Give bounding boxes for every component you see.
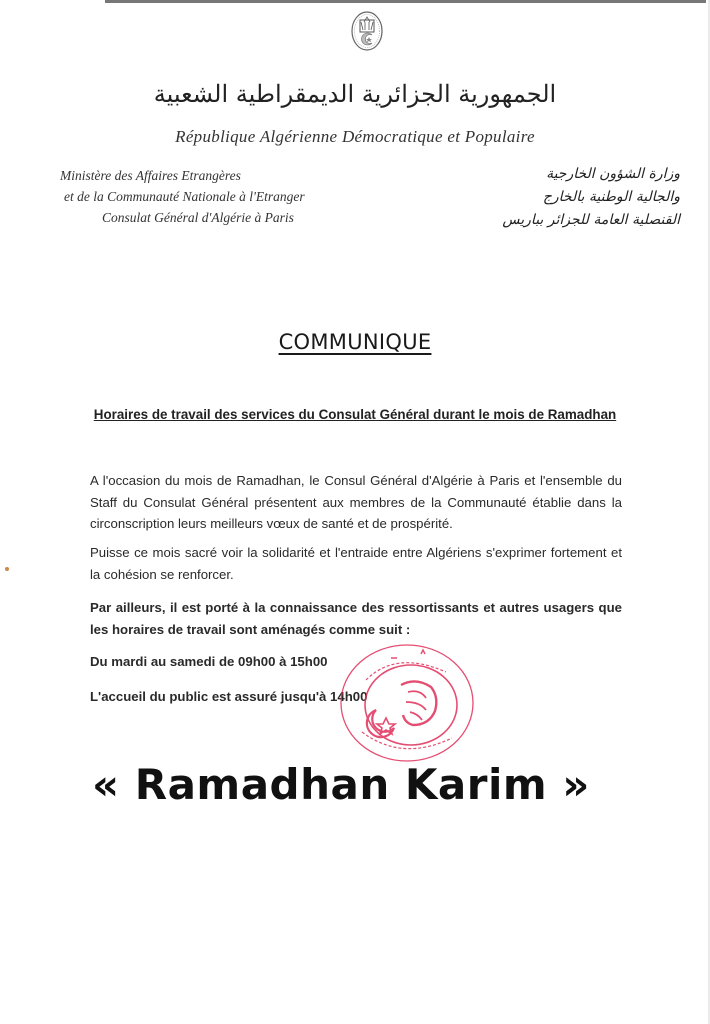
paragraph-wish: Puisse ce mois sacré voir la solidarité et l'entraide entre Algériens s'exprimer fortement et la cohésion se renforcer. [90, 545, 622, 582]
working-hours: Du mardi au samedi de 09h00 à 15h00 [90, 654, 328, 669]
official-seal-stamp-icon [336, 640, 478, 770]
arabic-republic-title: الجمهورية الجزائرية الديمقراطية الشعبية [153, 80, 557, 108]
ministry-line-ar: وزارة الشؤون الخارجية [546, 166, 680, 182]
consulate-line: Consulat Général d'Algérie à Paris [102, 210, 294, 225]
paragraph-greeting: A l'occasion du mois de Ramadhan, le Consul Général d'Algérie à Paris et l'ensemble du Staff du Consulat Général présentent aux membres de la Communauté établie dans la circonscription leurs meilleurs vœux de santé et de prospérité. [90, 473, 622, 531]
scan-speck [5, 567, 9, 571]
paragraph-hours-intro: Par ailleurs, il est porté à la connaissance des ressortissants et autres usagers que les horaires de travail sont aménagés comme suit : [90, 600, 622, 637]
ministry-header-ar [502, 163, 680, 232]
ministry-header-fr [60, 165, 305, 228]
algeria-emblem-icon [350, 10, 384, 52]
french-republic-title: République Algérienne Démocratique et Populaire [175, 127, 535, 146]
ministry-line-ar: والجالية الوطنية بالخارج [542, 189, 680, 205]
scan-edge-line [105, 0, 706, 3]
ministry-line: Ministère des Affaires Etrangères [60, 168, 241, 183]
ramadhan-karim-greeting: « Ramadhan Karim » [92, 760, 590, 809]
document-heading: COMMUNIQUE [278, 330, 432, 354]
consulate-line-ar: القنصلية العامة للجزائر بباريس [502, 212, 680, 228]
document-subtitle: Horaires de travail des services du Consulat Général durant le mois de Ramadhan [93, 407, 617, 422]
public-reception-hours: L'accueil du public est assuré jusqu'à 14h00 [90, 689, 368, 704]
ministry-line: et de la Communauté Nationale à l'Etranger [64, 189, 305, 204]
